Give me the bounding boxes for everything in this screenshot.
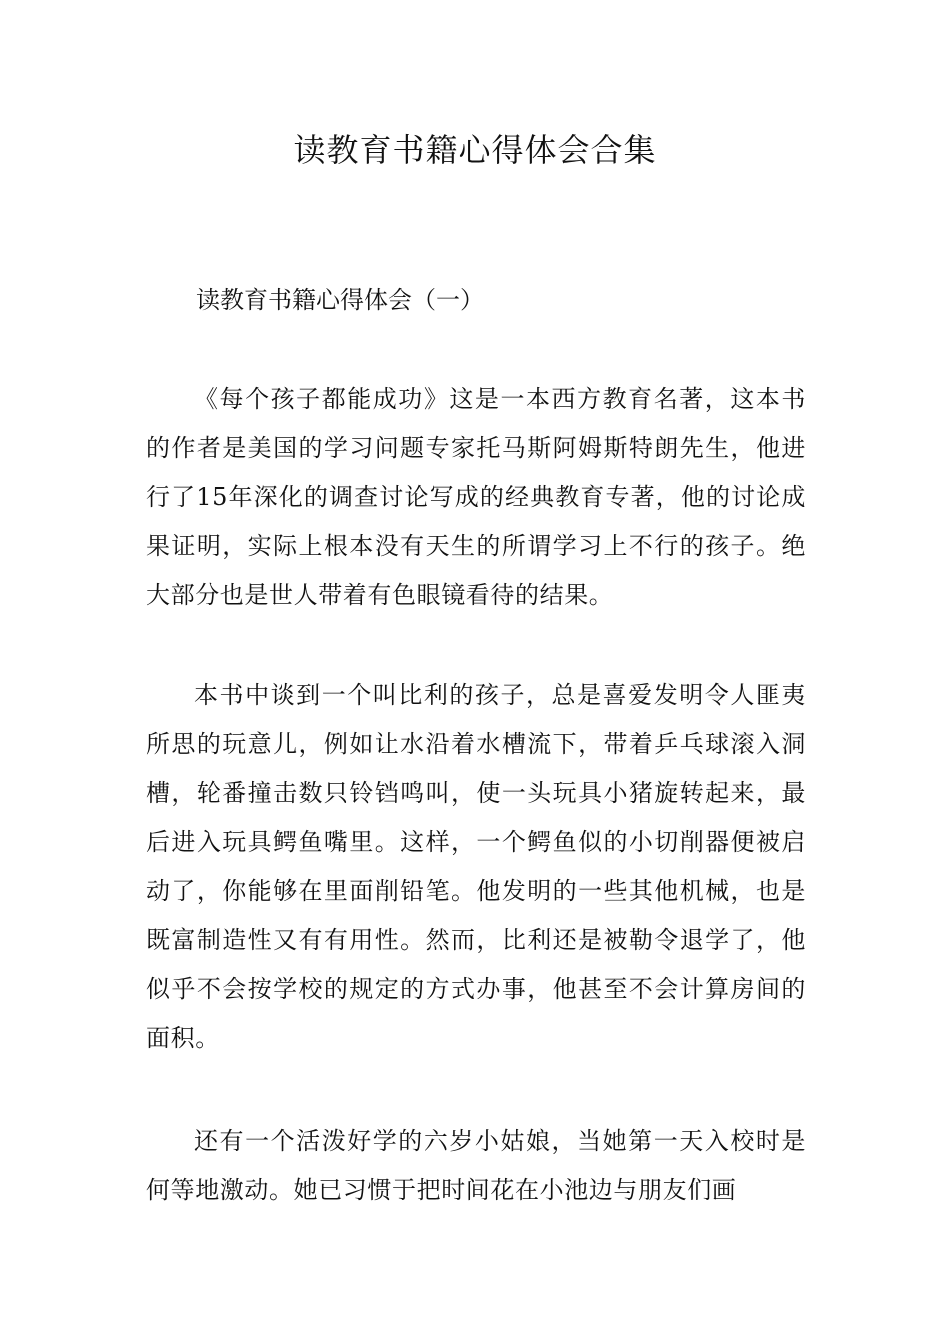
- document-title: 读教育书籍心得体会合集: [293, 131, 657, 169]
- paragraph-1: 《每个孩子都能成功》这是一本西方教育名著，这本书的作者是美国的学习问题专家托马斯阿姆斯特朗先生，他进行了15年深化的调查讨论写成的经典教育专著，他的讨论成果证明，实际上根本没有天生的所谓学习上不行的孩子。绝大部分也是世人带着有色眼镜看待的结果。: [146, 385, 806, 609]
- paragraph-3: 还有一个活泼好学的六岁小姑娘，当她第一天入校时是何等地激动。她已习惯于把时间花在小池边与朋友们画: [146, 1127, 806, 1204]
- paragraph-2: 本书中谈到一个叫比利的孩子，总是喜爱发明令人匪夷所思的玩意儿，例如让水沿着水槽流下，带着乒乓球滚入洞槽，轮番撞击数只铃铛鸣叫，使一头玩具小猪旋转起来，最后进入玩具鳄鱼嘴里。这样，一个鳄鱼似的小切削器便被启动了，你能够在里面削铅笔。他发明的一些其他机械，也是既富制造性又有有用性。然而，比利还是被勒令退学了，他似乎不会按学校的规定的方式办事，他甚至不会计算房间的面积。: [146, 681, 806, 1052]
- section-heading: 读教育书籍心得体会（一）: [196, 286, 484, 314]
